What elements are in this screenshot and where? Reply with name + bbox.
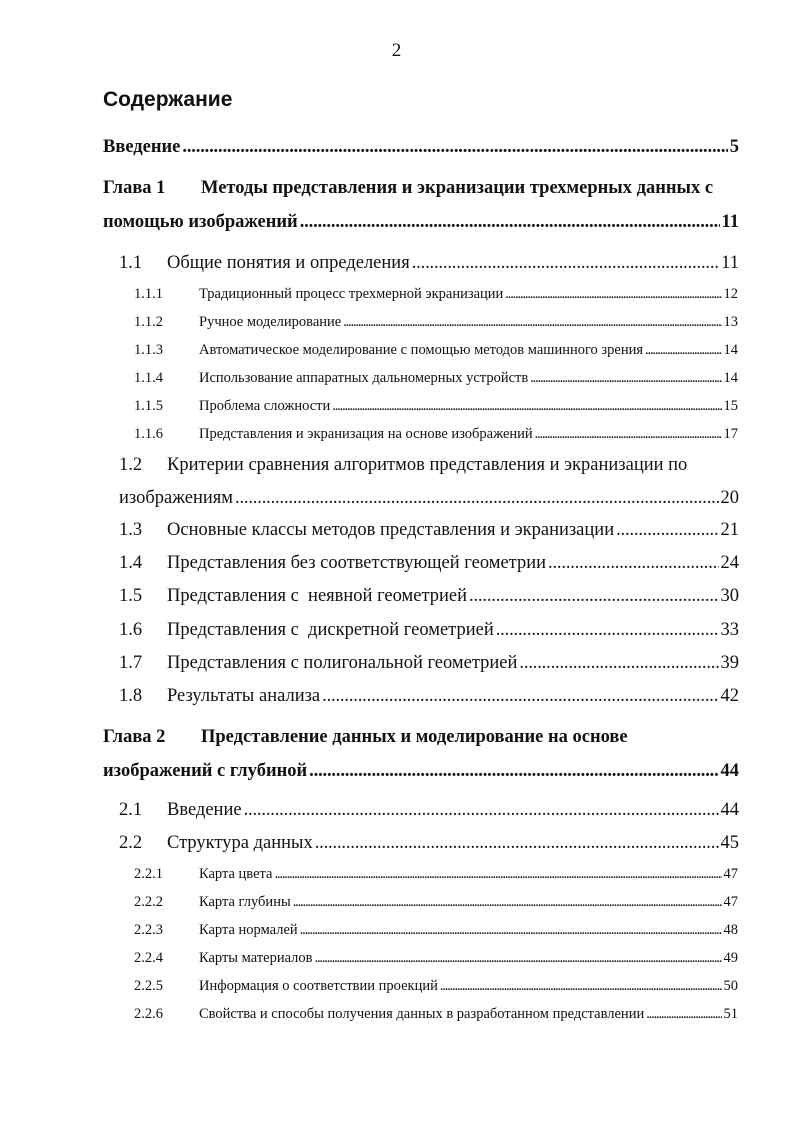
subsection-number: 2.2.1 [134, 866, 163, 882]
dot-leader [300, 922, 722, 939]
section-number: 1.3 [119, 520, 143, 540]
section-title-line1: Критерии сравнения алгоритмов представления и экранизации по [167, 455, 688, 475]
subsection-title: Карта нормалей [199, 922, 298, 938]
section-title: Представления с неявной геометрией [167, 586, 468, 606]
toc-section-1-4[interactable] [119, 553, 739, 574]
subsection-number: 1.1.1 [134, 286, 163, 302]
subsection-number: 1.1.2 [134, 314, 163, 330]
toc-page-number: 13 [723, 314, 738, 330]
section-title: Представления с дискретной геометрией [167, 620, 494, 640]
dot-leader [244, 800, 719, 821]
toc-subsection-1-1-1[interactable] [134, 286, 738, 303]
toc-page-number: 48 [723, 922, 738, 938]
toc-subsection-1-1-5[interactable] [134, 398, 738, 415]
dot-leader [496, 620, 719, 641]
chapter-number: Глава 2 [103, 727, 166, 747]
toc-section-1-7[interactable] [119, 653, 739, 674]
section-number: 1.7 [119, 653, 143, 673]
toc-section-1-2[interactable] [119, 455, 739, 476]
section-number: 2.1 [119, 800, 143, 820]
dot-leader [535, 426, 722, 443]
subsection-title: Использование аппаратных дальномерных устройств [199, 370, 529, 386]
toc-section-1-6[interactable] [119, 620, 739, 641]
section-number: 1.8 [119, 686, 143, 706]
dot-leader [469, 586, 718, 607]
toc-page-number: 14 [723, 370, 738, 386]
toc-page-number: 21 [720, 520, 739, 540]
toc-subsection-2-2-2[interactable] [134, 894, 738, 911]
toc-entry-title: Введение [103, 137, 181, 157]
section-number: 1.1 [119, 253, 143, 273]
section-title: Структура данных [167, 833, 313, 853]
dot-leader [530, 370, 721, 387]
toc-section-1-8[interactable] [119, 686, 739, 707]
toc-subsection-1-1-6[interactable] [134, 426, 738, 443]
toc-subsection-2-2-3[interactable] [134, 922, 738, 939]
toc-subsection-1-1-2[interactable] [134, 314, 738, 331]
toc-subsection-2-2-6[interactable] [134, 1006, 738, 1023]
dot-leader [293, 894, 722, 911]
toc-page-number: 24 [720, 553, 739, 573]
subsection-number: 2.2.6 [134, 1006, 163, 1022]
dot-leader [274, 866, 721, 883]
section-number: 1.4 [119, 553, 143, 573]
subsection-title: Традиционный процесс трехмерной экранизации [199, 286, 504, 302]
toc-section-2-2[interactable] [119, 833, 739, 854]
toc-section-2-1[interactable] [119, 800, 739, 821]
subsection-number: 2.2.3 [134, 922, 163, 938]
toc-page-number: 14 [723, 342, 738, 358]
dot-leader [315, 833, 719, 854]
subsection-title: Информация о соответствии проекций [199, 978, 438, 994]
chapter-title-line2: помощью изображений [103, 212, 298, 232]
subsection-title: Свойства и способы получения данных в разработанном представлении [199, 1006, 645, 1022]
toc-page-number: 5 [729, 137, 739, 157]
subsection-title: Карта глубины [199, 894, 291, 910]
dot-leader [322, 686, 718, 707]
toc-subsection-2-2-4[interactable] [134, 950, 738, 967]
dot-leader [412, 253, 719, 274]
section-title: Общие понятия и определения [167, 253, 410, 273]
toc-page-number: 45 [720, 833, 739, 853]
toc-page-number: 47 [723, 894, 738, 910]
toc-page-number: 44 [720, 761, 739, 781]
toc-page-number: 15 [723, 398, 738, 414]
toc-subsection-1-1-4[interactable] [134, 370, 738, 387]
subsection-number: 1.1.5 [134, 398, 163, 414]
toc-page-number: 12 [723, 286, 738, 302]
dot-leader [332, 398, 721, 415]
subsection-title: Карта цвета [199, 866, 273, 882]
dot-leader [519, 653, 718, 674]
section-title: Основные классы методов представления и экранизации [167, 520, 615, 540]
subsection-title: Проблема сложности [199, 398, 331, 414]
section-number: 2.2 [119, 833, 143, 853]
toc-page-number: 49 [723, 950, 738, 966]
toc-page-number: 33 [720, 620, 739, 640]
dot-leader [440, 978, 722, 995]
toc-subsection-2-2-1[interactable] [134, 866, 738, 883]
section-number: 1.2 [119, 455, 143, 475]
dot-leader [309, 761, 718, 782]
section-title: Результаты анализа [167, 686, 321, 706]
chapter-number: Глава 1 [103, 178, 166, 198]
toc-page-number: 39 [720, 653, 739, 673]
toc-page-number: 42 [720, 686, 739, 706]
subsection-number: 2.2.2 [134, 894, 163, 910]
toc-page-number: 11 [721, 212, 739, 232]
subsection-title: Ручное моделирование [199, 314, 342, 330]
dot-leader [300, 212, 720, 233]
section-number: 1.6 [119, 620, 143, 640]
toc-entry-intro[interactable] [103, 137, 739, 158]
section-title: Представления с полигональной геометрией [167, 653, 518, 673]
toc-page-number: 50 [723, 978, 738, 994]
subsection-number: 2.2.4 [134, 950, 163, 966]
toc-section-1-2-end[interactable] [119, 488, 739, 509]
dot-leader [548, 553, 718, 574]
dot-leader [343, 314, 721, 331]
chapter-title-line2: изображений с глубиной [103, 761, 308, 781]
section-number: 1.5 [119, 586, 143, 606]
toc-page-number: 30 [720, 586, 739, 606]
toc-page-number: 51 [723, 1006, 738, 1022]
page-number: 2 [391, 40, 402, 61]
toc-section-1-5[interactable] [119, 586, 739, 607]
toc-page-number: 44 [720, 800, 739, 820]
toc-subsection-1-1-3[interactable] [134, 342, 738, 359]
section-title: Представления без соответствующей геометрии [167, 553, 547, 573]
subsection-number: 1.1.6 [134, 426, 163, 442]
section-title-line2: изображениям [119, 488, 233, 508]
toc-chapter-1-title-end[interactable] [103, 212, 739, 233]
chapter-title-line1: Представление данных и моделирование на основе [201, 727, 628, 747]
subsection-number: 2.2.5 [134, 978, 163, 994]
chapter-title-line1: Методы представления и экранизации трехмерных данных с [201, 178, 714, 198]
toc-page-number: 11 [721, 253, 739, 273]
dot-leader [616, 520, 718, 541]
subsection-title: Карты материалов [199, 950, 313, 966]
dot-leader [235, 488, 719, 509]
toc-page-number: 47 [723, 866, 738, 882]
dot-leader [645, 342, 721, 359]
subsection-title: Представления и экранизация на основе изображений [199, 426, 533, 442]
dot-leader [505, 286, 721, 303]
dot-leader [182, 137, 727, 158]
section-title: Введение [167, 800, 242, 820]
toc-page-number: 17 [723, 426, 738, 442]
toc-chapter-2-heading[interactable] [103, 727, 739, 748]
toc-page-number: 20 [720, 488, 739, 508]
dot-leader [646, 1006, 721, 1023]
toc-subsection-2-2-5[interactable] [134, 978, 738, 995]
toc-chapter-2-title-end[interactable] [103, 761, 739, 782]
toc-chapter-1-heading[interactable] [103, 178, 739, 199]
dot-leader [315, 950, 722, 967]
toc-section-1-1[interactable] [119, 253, 739, 274]
subsection-title: Автоматическое моделирование с помощью методов машинного зрения [199, 342, 644, 358]
toc-section-1-3[interactable] [119, 520, 739, 541]
toc-title: Содержание [103, 88, 233, 111]
subsection-number: 1.1.3 [134, 342, 163, 358]
subsection-number: 1.1.4 [134, 370, 163, 386]
